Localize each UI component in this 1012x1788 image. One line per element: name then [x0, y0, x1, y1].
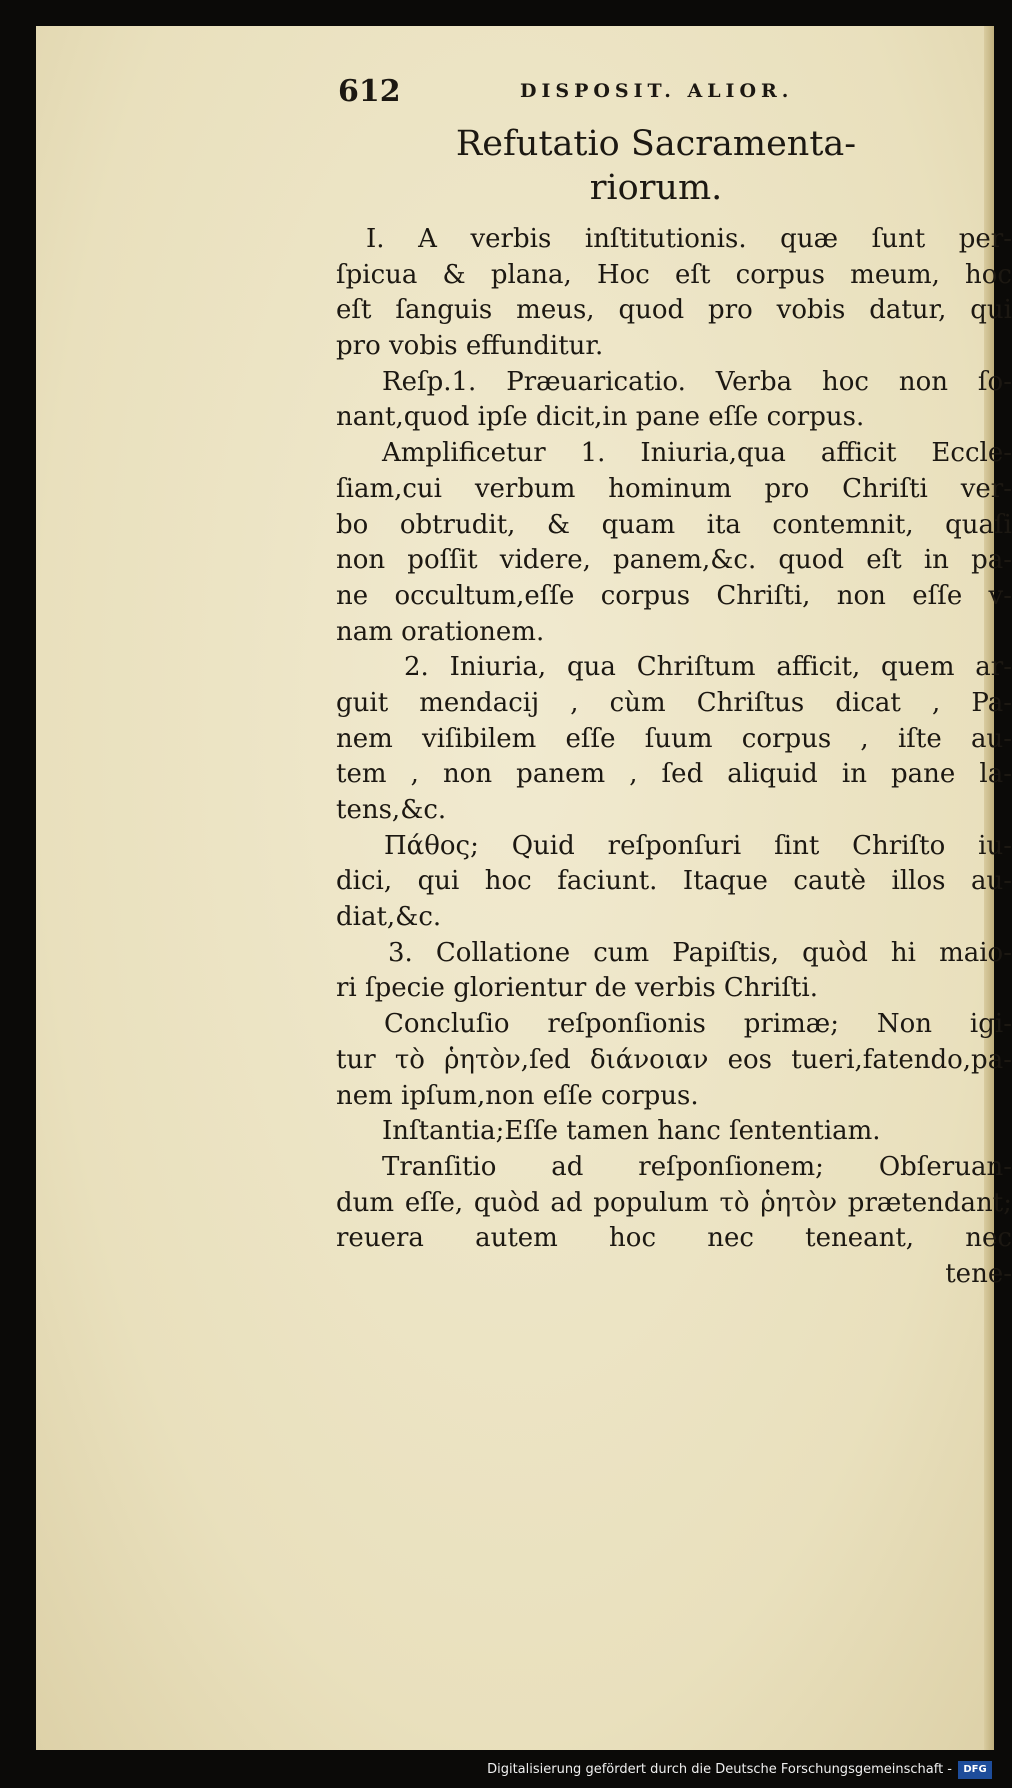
page-header [36, 74, 994, 114]
text-line: reuera autem hoc nec teneant, nec [336, 1223, 1012, 1254]
text-line: nem ipſum,non eſſe corpus. [336, 1080, 699, 1111]
book-page [36, 26, 1012, 1750]
body-text [336, 222, 1012, 1293]
text-line: nem viſibilem eſſe ſuum corpus , iſte au- [336, 723, 1012, 754]
section-title [336, 122, 976, 210]
text-line: Πάθος; Quid reſponſuri ſint Chriſto iu- [384, 830, 1012, 861]
text-line: nant,quod ipſe dicit,in pane eſſe corpus. [336, 402, 865, 433]
text-line: bo obtrudit, & quam ita contemnit, quaſi [336, 509, 1012, 540]
text-line: ſiam,cui verbum hominum pro Chriſti ver- [336, 473, 1012, 504]
text-line: 3. Collatione cum Papiſtis, quòd hi maio- [388, 937, 1012, 968]
text-line: ſpicua & plana, Hoc eſt corpus meum, hoc [336, 259, 1012, 290]
text-line: non poſſit videre, panem,&c. quod eſt in pa- [336, 545, 1012, 576]
text-line: I. A verbis inſtitutionis. quæ ſunt per- [366, 224, 1012, 254]
page-number: 612 [338, 74, 401, 109]
text-line: ri ſpecie glorientur de verbis Chriſti. [336, 973, 818, 1004]
text-line: ne occultum,eſſe corpus Chriſti, non eſſe v- [336, 580, 1012, 611]
text-line: dum eſſe, quòd ad populum τὸ ῥητὸν prætendant; [336, 1187, 1012, 1218]
text-line: tur τὸ ῥητὸν,ſed διάνοιαν eos tueri,fatendo,pa- [336, 1044, 1012, 1075]
text-line: Concluſio reſponſionis primæ; Non igi- [384, 1009, 1012, 1040]
text-line: nam orationem. [336, 616, 545, 647]
text-line: 2. Iniuria, qua Chriſtum afficit, quem ar- [404, 652, 1012, 683]
text-line: guit mendacij , cùm Chriſtus dicat , Pa- [336, 687, 1012, 718]
text-line: tens,&c. [336, 795, 447, 825]
text-line: Amplificetur 1. Iniuria,qua afficit Eccle- [382, 438, 1012, 469]
text-line: dici, qui hoc faciunt. Itaque cautè illos au- [336, 866, 1012, 897]
running-head: DISPOSIT. ALIOR. [520, 80, 794, 102]
dfg-logo: DFG [958, 1761, 992, 1779]
digitization-footer [0, 1754, 1000, 1788]
text-line: Tranſitio ad reſponſionem; Obſeruan- [382, 1151, 1012, 1182]
footer-credit: Digitalisierung gefördert durch die Deutsche Forschungsgemeinschaft - [487, 1762, 952, 1777]
text-line: Inſtantia;Eſſe tamen hanc ſententiam. [382, 1116, 881, 1147]
catchword: tene- [945, 1258, 1012, 1289]
text-line: pro vobis effunditur. [336, 331, 604, 362]
title-line-1: Refutatio Sacramenta- [455, 124, 857, 164]
text-line: tem , non panem , ſed aliquid in pane la- [336, 759, 1012, 790]
text-line: Reſp.1. Præuaricatio. Verba hoc non ſo- [382, 366, 1012, 397]
title-line-2: riorum. [589, 168, 723, 208]
text-line: diat,&c. [336, 902, 442, 933]
text-line: eſt ſanguis meus, quod pro vobis datur, qui [336, 295, 1012, 326]
